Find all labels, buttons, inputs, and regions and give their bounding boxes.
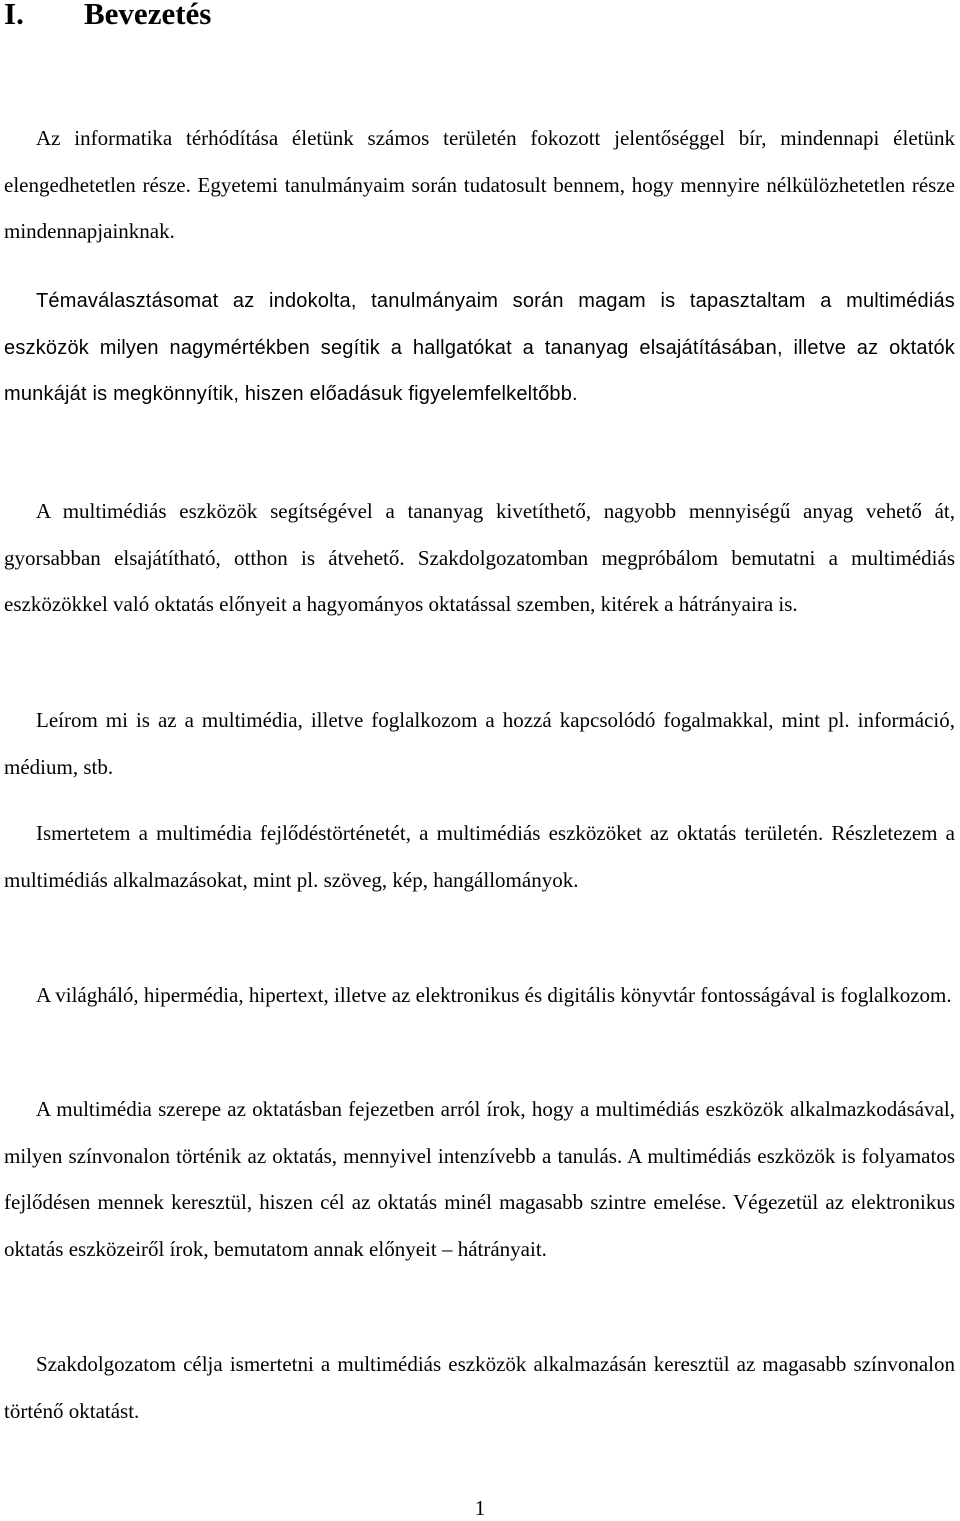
body-paragraph: A multimédia szerepe az oktatásban fejezetben arról írok, hogy a multimédiás eszközök alkalmazkodásával, milyen színvonalon történik az oktatás, mennyivel intenzívebb a tanulás. A multimédiás eszközök is folyamatos fejlődésen mennek keresztül, hiszen cél az oktatás minél magasabb szintre emelése. Végezetül az elektronikus oktatás eszközeiről írok, bemutatom annak előnyeit – hátrányait. <box>4 1097 955 1261</box>
page-number: 1 <box>474 1496 486 1520</box>
body-paragraph: A világháló, hipermédia, hipertext, illetve az elektronikus és digitális könyvtár fontosságával is foglalkozom. <box>36 983 952 1007</box>
chapter-number: I. <box>4 0 24 31</box>
body-paragraph: Az informatika térhódítása életünk számos területén fokozott jelentőséggel bír, mindennapi életünk elengedhetetlen része. Egyetemi tanulmányaim során tudatosult bennem, hogy mennyire nélkülözhetetlen része mindennapjainknak. <box>4 126 955 243</box>
chapter-title: Bevezetés <box>84 0 212 31</box>
body-paragraph: Szakdolgozatom célja ismertetni a multimédiás eszközök alkalmazásán keresztül az magasabb színvonalon történő oktatást. <box>4 1352 955 1423</box>
body-paragraph: Témaválasztásomat az indokolta, tanulmányaim során magam is tapasztaltam a multimédiás eszközök milyen nagymértékben segítik a hallgatókat a tananyag elsajátításában, illetve az oktatók munkáját is megkönnyítik, hiszen előadásuk figyelemfelkeltőbb. <box>4 290 955 405</box>
chapter-heading <box>4 0 211 34</box>
body-paragraph: Ismertetem a multimédia fejlődéstörténetét, a multimédiás eszközöket az oktatás területén. Részletezem a multimédiás alkalmazásokat, mint pl. szöveg, kép, hangállományok. <box>4 821 955 892</box>
body-paragraph: Leírom mi is az a multimédia, illetve foglalkozom a hozzá kapcsolódó fogalmakkal, mint pl. információ, médium, stb. <box>4 708 955 779</box>
body-paragraph: A multimédiás eszközök segítségével a tananyag kivetíthető, nagyobb mennyiségű anyag vehető át, gyorsabban elsajátítható, otthon is átvehető. Szakdolgozatomban megpróbálom bemutatni a multimédiás eszközökkel való oktatás előnyeit a hagyományos oktatással szemben, kitérek a hátrányaira is. <box>4 499 955 616</box>
